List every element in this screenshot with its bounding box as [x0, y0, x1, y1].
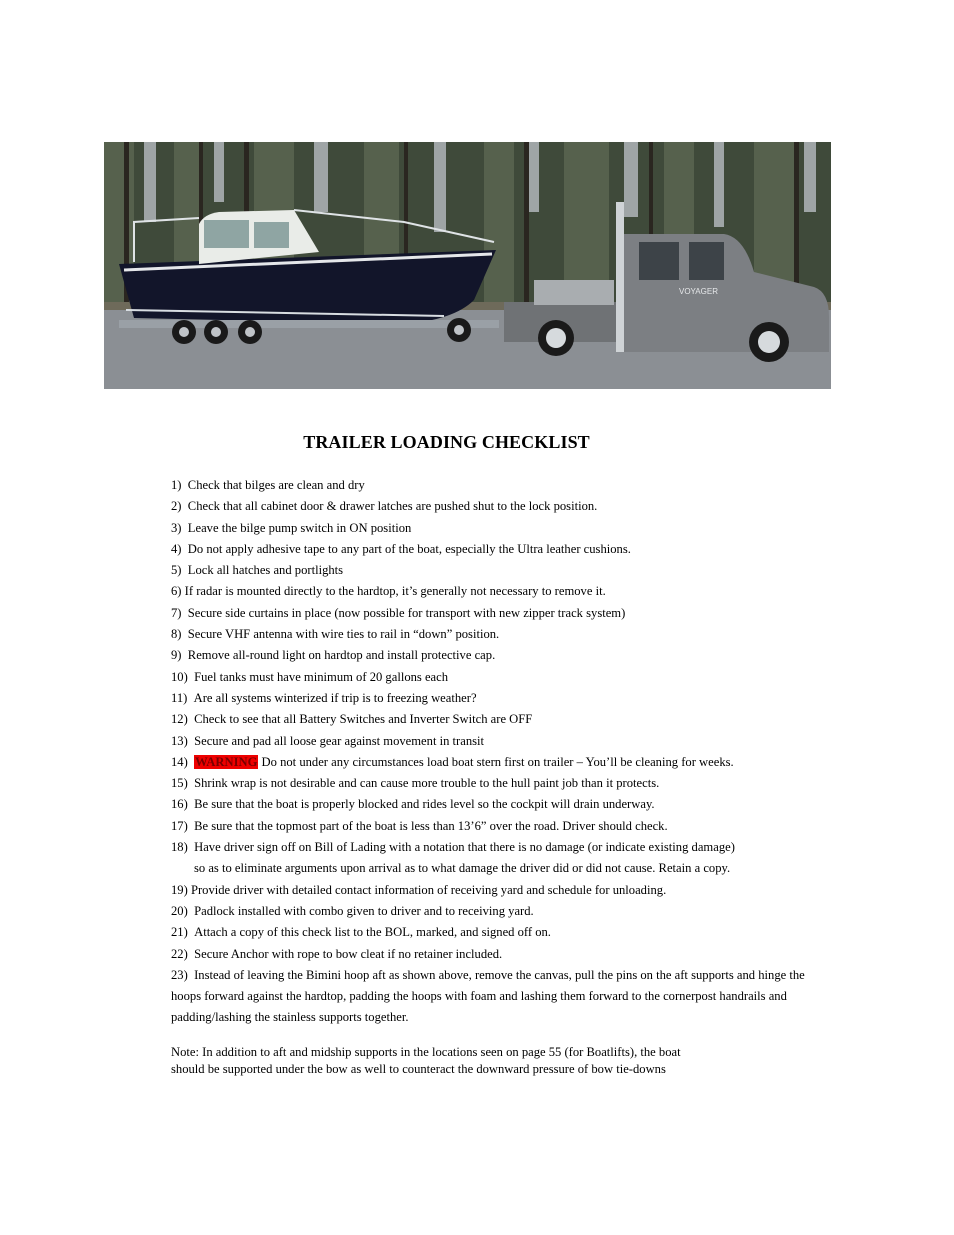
checklist-item [171, 667, 831, 688]
item-text: Secure Anchor with rope to bow cleat if no retainer included. [194, 946, 503, 961]
item-number: 19) [171, 882, 188, 897]
item-text: Padlock installed with combo given to driver and to receiving yard. [194, 903, 534, 918]
item-number: 1) [171, 478, 182, 492]
item-text: Secure side curtains in place (now possible for transport with new zipper track system) [187, 605, 626, 620]
item-text: Have driver sign off on Bill of Lading with a notation that there is no damage (or indicate existing damage) [194, 840, 735, 855]
item-text: Attach a copy of this check list to the BOL, marked, and signed off on. [194, 925, 551, 940]
checklist [171, 475, 831, 1029]
checklist-item [171, 709, 831, 730]
checklist-item [171, 624, 831, 645]
checklist-item [171, 816, 831, 837]
checklist-item [171, 965, 831, 1029]
checklist-item [171, 944, 831, 965]
note-line-2: should be supported under the bow as well to counteract the downward pressure of bow tie-downs [171, 1062, 666, 1076]
item-number: 17) [171, 818, 188, 833]
item-number: 6) [171, 584, 182, 599]
item-text: Do not apply adhesive tape to any part of the boat, especially the Ultra leather cushions. [187, 541, 631, 556]
item-text: Are all systems winterized if trip is to freezing weather? [193, 690, 477, 705]
item-text: Check that all cabinet door & drawer latches are pushed shut to the lock position. [187, 499, 598, 514]
checklist-item [171, 475, 831, 496]
item-number: 11) [171, 690, 188, 705]
item-number: 2) [171, 499, 182, 514]
item-text: Leave the bilge pump switch in ON position [187, 520, 412, 535]
item-text: Secure VHF antenna with wire ties to rail in “down” position. [187, 627, 500, 642]
item-number: 12) [171, 712, 188, 727]
item-text: Check that bilges are clean and dry [187, 478, 365, 492]
item-number: 16) [171, 797, 188, 812]
item-number: 15) [171, 776, 188, 791]
item-text: Do not under any circumstances load boat stern first on trailer – You’ll be cleaning for weeks. [261, 754, 734, 769]
checklist-item [171, 560, 831, 581]
item-number: 8) [171, 627, 182, 642]
item-text: Secure and pad all loose gear against movement in transit [194, 733, 485, 748]
item-text: Check to see that all Battery Switches and Inverter Switch are OFF [194, 712, 533, 727]
checklist-item [171, 773, 831, 794]
checklist-item [171, 901, 831, 922]
item-number: 14) [171, 754, 188, 769]
note-line-1: Note: In addition to aft and midship supports in the locations seen on page 55 (for Boatlifts), the boat [171, 1045, 681, 1059]
item-text: Fuel tanks must have minimum of 20 gallons each [194, 669, 449, 684]
item-number: 13) [171, 733, 188, 748]
item-number: 18) [171, 840, 188, 855]
item-text: If radar is mounted directly to the hardtop, it’s generally not necessary to remove it. [184, 584, 606, 599]
item-number: 22) [171, 946, 188, 961]
item-number: 3) [171, 520, 182, 535]
truck-lettering: VOYAGER [679, 287, 718, 296]
checklist-item [171, 581, 831, 602]
item-number: 9) [171, 648, 182, 663]
item-number: 21) [171, 925, 188, 940]
item-number: 23) [171, 967, 188, 982]
checklist-item [171, 880, 831, 901]
item-number: 4) [171, 541, 182, 556]
checklist-item [171, 603, 831, 624]
item-text: Be sure that the topmost part of the boat is less than 13’6” over the road. Driver should check. [194, 818, 668, 833]
item-continuation: so as to eliminate arguments upon arrival as to what damage the driver did or did not cause. Retain a copy. [194, 861, 731, 876]
item-text: Instead of leaving the Bimini hoop aft as shown above, remove the canvas, pull the pins on the aft supports and hinge the hoops forward against the hardtop, padding the hoops with foam and lashing them forward to the cornerpost handrails and padding/lashing the stainless supports together. [171, 967, 805, 1025]
note-paragraph [171, 1044, 831, 1078]
item-text: Remove all-round light on hardtop and install protective cap. [187, 648, 496, 663]
checklist-item [171, 752, 831, 773]
boat-trailer-photo [104, 142, 831, 389]
checklist-item [171, 922, 831, 943]
item-text: Shrink wrap is not desirable and can cause more trouble to the hull paint job than it protects. [194, 776, 660, 791]
warning-label: WARNING [195, 754, 258, 769]
checklist-item [171, 837, 831, 858]
checklist-item [171, 539, 831, 560]
item-number: 10) [171, 669, 188, 684]
checklist-item [171, 496, 831, 517]
item-number: 7) [171, 605, 182, 620]
checklist-item [171, 731, 831, 752]
item-text: Provide driver with detailed contact information of receiving yard and schedule for unloading. [190, 882, 667, 897]
page-title: TRAILER LOADING CHECKLIST [303, 432, 590, 452]
item-text: Be sure that the boat is properly blocked and rides level so the cockpit will drain underway. [194, 797, 655, 812]
checklist-item [171, 518, 831, 539]
checklist-item [171, 794, 831, 815]
item-number: 20) [171, 903, 188, 918]
item-number: 5) [171, 563, 182, 578]
item-text: Lock all hatches and portlights [187, 563, 344, 578]
checklist-item [171, 645, 831, 666]
checklist-item [171, 688, 831, 709]
